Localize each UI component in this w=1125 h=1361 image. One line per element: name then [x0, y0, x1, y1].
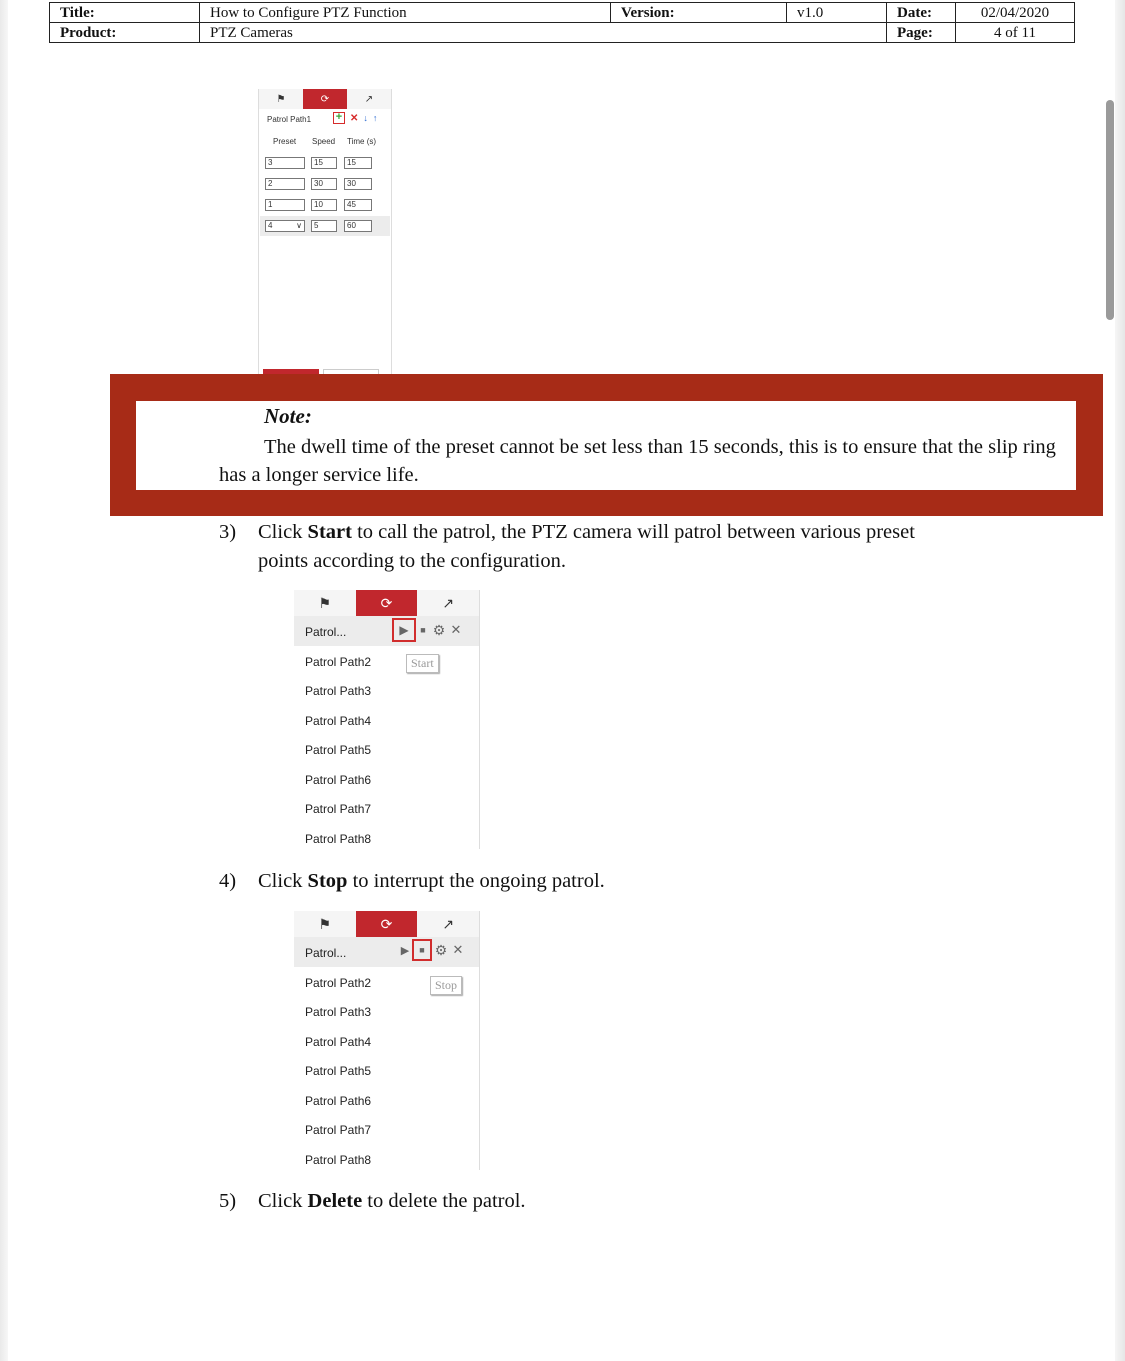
patrol-list-start — [294, 590, 480, 849]
version-value: v1.0 — [787, 3, 887, 23]
list-item[interactable]: Patrol Path8 — [305, 832, 372, 846]
list-item[interactable]: Patrol Path7 — [305, 802, 372, 816]
close-icon[interactable]: ✕ — [452, 942, 464, 957]
step-text — [258, 1187, 526, 1216]
list-item[interactable]: Patrol Path4 — [305, 714, 372, 728]
step-4 — [219, 867, 919, 897]
title-label: Title: — [50, 3, 200, 23]
list-item[interactable]: Patrol Path6 — [305, 773, 372, 787]
patrol-controls — [392, 618, 464, 642]
flag-icon: ⚑ — [318, 594, 332, 611]
ptz-tabs — [294, 590, 479, 616]
stop-icon[interactable]: ■ — [412, 939, 432, 961]
preset-field[interactable]: 2 — [265, 178, 305, 190]
speed-field[interactable]: 5 — [311, 220, 337, 232]
flag-icon: ⚑ — [276, 93, 286, 105]
tab-patrol[interactable] — [356, 911, 418, 937]
time-field[interactable]: 15 — [344, 157, 372, 169]
speed-field[interactable]: 10 — [311, 199, 337, 211]
speed-field[interactable]: 15 — [311, 157, 337, 169]
list-item[interactable]: Patrol Path6 — [305, 1094, 372, 1108]
gear-icon[interactable]: ⚙ — [432, 621, 446, 638]
step-keyword: Start — [307, 521, 352, 543]
step-text-line2: points according to the configuration. — [258, 550, 566, 572]
time-field[interactable]: 45 — [344, 199, 372, 211]
play-icon[interactable]: ▶ — [392, 618, 416, 642]
stop-tooltip: Stop — [430, 976, 462, 995]
list-item[interactable]: Patrol Path5 — [305, 743, 372, 757]
start-tooltip: Start — [406, 654, 439, 673]
list-item[interactable]: Patrol Path4 — [305, 1035, 372, 1049]
page-edge-right — [1115, 0, 1125, 1361]
refresh-icon: ⟳ — [380, 915, 393, 932]
tab-pattern[interactable] — [417, 911, 479, 937]
tab-pattern[interactable] — [347, 89, 391, 109]
step-text — [258, 867, 605, 896]
preset-field[interactable]: 1 — [265, 199, 305, 211]
scrollbar-thumb[interactable] — [1106, 100, 1114, 320]
time-field[interactable]: 60 — [344, 220, 372, 232]
preset-field[interactable]: 3 — [265, 157, 305, 169]
page-value: 4 of 11 — [956, 23, 1075, 43]
product-value: PTZ Cameras — [200, 23, 887, 43]
version-label: Version: — [611, 3, 787, 23]
page-edge-left — [0, 0, 8, 1361]
list-item[interactable]: Patrol Path8 — [305, 1153, 372, 1167]
step-text-pre: Click — [258, 870, 308, 892]
refresh-icon: ⟳ — [320, 93, 330, 105]
ptz-tabs — [294, 911, 479, 937]
step-text-post: to call the patrol, the PTZ camera will patrol between various preset — [351, 521, 915, 543]
delete-preset-button[interactable]: ✕ — [350, 112, 359, 124]
product-label: Product: — [50, 23, 200, 43]
refresh-icon: ⟳ — [380, 594, 393, 611]
path-actions — [333, 112, 377, 124]
patrol-config-panel — [258, 89, 392, 379]
ptz-tabs — [259, 89, 391, 109]
tab-patrol[interactable] — [356, 590, 418, 616]
list-item[interactable]: Patrol Path7 — [305, 1123, 372, 1137]
page-label: Page: — [887, 23, 956, 43]
note-title: Note: — [264, 404, 312, 428]
list-item[interactable]: Patrol Path5 — [305, 1064, 372, 1078]
list-item[interactable]: Patrol Path3 — [305, 1005, 372, 1019]
time-field[interactable]: 30 — [344, 178, 372, 190]
move-down-button[interactable]: ↓ — [363, 113, 368, 123]
step-keyword: Delete — [307, 1190, 363, 1212]
note-text: The dwell time of the preset cannot be set less than 15 seconds, this is to ensure that the slip ring has a longer service life. — [219, 436, 1056, 486]
step-number: 3) — [219, 521, 237, 543]
step-5 — [219, 1187, 919, 1217]
stop-icon[interactable]: ■ — [420, 625, 426, 635]
step-3 — [219, 518, 1079, 578]
trend-icon: ↗ — [442, 915, 455, 932]
tab-patrol[interactable] — [303, 89, 347, 109]
col-speed-header: Speed — [312, 137, 336, 146]
step-text-pre: Click — [258, 1190, 308, 1212]
preset-select-value: 4 — [268, 221, 273, 230]
step-text-post: to delete the patrol. — [362, 1190, 526, 1212]
gear-icon[interactable]: ⚙ — [434, 941, 448, 958]
step-number: 4) — [219, 870, 237, 892]
document-header-table — [49, 2, 1075, 43]
list-item[interactable]: Patrol Path2 — [305, 976, 372, 990]
col-preset-header: Preset — [273, 137, 297, 146]
move-up-button[interactable]: ↑ — [372, 113, 378, 123]
step-text-post: to interrupt the ongoing patrol. — [347, 870, 605, 892]
col-time-header: Time (s) — [347, 137, 377, 146]
patrol-list-stop — [294, 911, 480, 1170]
title-value: How to Configure PTZ Function — [200, 3, 611, 23]
trend-icon: ↗ — [364, 93, 374, 105]
flag-icon: ⚑ — [318, 915, 332, 932]
chevron-down-icon: ∨ — [296, 221, 302, 230]
tab-preset[interactable] — [294, 911, 356, 937]
step-keyword: Stop — [307, 870, 348, 892]
list-item[interactable]: Patrol... — [305, 946, 347, 960]
preset-select[interactable] — [265, 220, 305, 232]
step-text-pre: Click — [258, 521, 308, 543]
play-icon[interactable]: ▶ — [400, 944, 410, 957]
date-value: 02/04/2020 — [956, 3, 1075, 23]
close-icon[interactable]: ✕ — [450, 622, 462, 637]
tab-preset[interactable] — [259, 89, 303, 109]
list-item[interactable]: Patrol... — [305, 625, 347, 639]
step-number: 5) — [219, 1190, 237, 1212]
tab-preset[interactable] — [294, 590, 356, 616]
patrol-path-name: Patrol Path1 — [267, 115, 312, 124]
list-item[interactable]: Patrol Path3 — [305, 684, 372, 698]
list-item[interactable]: Patrol Path2 — [305, 655, 372, 669]
add-preset-button[interactable]: + — [333, 112, 345, 124]
step-text — [258, 518, 915, 576]
trend-icon: ↗ — [442, 594, 455, 611]
patrol-controls — [398, 939, 466, 961]
date-label: Date: — [887, 3, 956, 23]
speed-field[interactable]: 30 — [311, 178, 337, 190]
tab-pattern[interactable] — [417, 590, 479, 616]
